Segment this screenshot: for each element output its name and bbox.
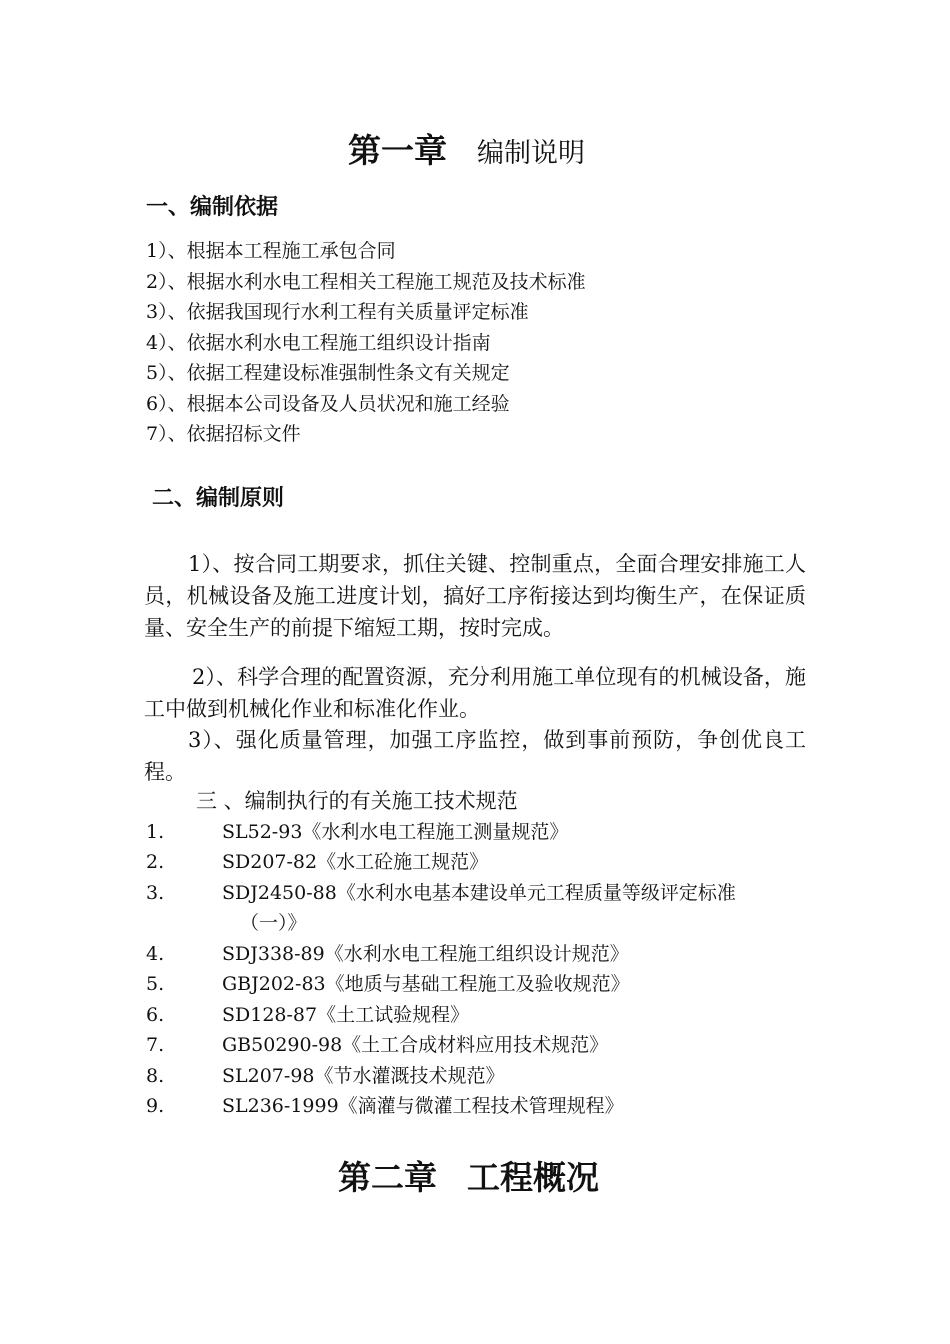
standard-number: 3. (146, 882, 165, 904)
basis-item: 4）、依据水利水电工程施工组织设计指南 (146, 332, 491, 354)
principle-paragraph: 3）、强化质量管理，加强工序监控，做到事前预防，争创优良工程。 (144, 728, 806, 784)
basis-item: 3）、依据我国现行水利工程有关质量评定标准 (146, 301, 529, 323)
standard-number: 6. (146, 1004, 165, 1026)
standard-number: 2. (146, 851, 165, 873)
chapter-2-subtitle: 工程概况 (467, 1158, 599, 1197)
basis-item: 1）、根据本工程施工承包合同 (146, 240, 396, 262)
chapter-1-title (348, 131, 585, 174)
standard-text: SDJ2450-88《水利水电基本建设单元工程质量等级评定标准 (222, 882, 736, 904)
section-2-heading: 二、编制原则 (152, 486, 285, 511)
chapter-1-subtitle: 编制说明 (477, 138, 585, 169)
standard-text: SD128-87《土工试验规程》 (222, 1004, 470, 1026)
basis-item: 7）、依据招标文件 (146, 423, 301, 445)
standard-text: SL52-93《水利水电工程施工测量规范》 (222, 821, 569, 843)
standard-number: 9. (146, 1095, 165, 1117)
standard-text-continuation: （一）》 (240, 912, 307, 934)
principle-paragraph: 1）、按合同工期要求，抓住关键、控制重点，全面合理安排施工人员，机械设备及施工进度计划，搞好工序衔接达到均衡生产，在保证质量、安全生产的前提下缩短工期，按时完成。 (144, 552, 806, 640)
chapter-1-number: 第一章 (348, 131, 447, 170)
section-1-heading: 一、编制依据 (146, 195, 279, 220)
standard-number: 7. (146, 1034, 165, 1056)
basis-item: 5）、依据工程建设标准强制性条文有关规定 (146, 362, 510, 384)
chapter-2-number: 第二章 (338, 1158, 437, 1197)
standard-text: GB50290-98《土工合成材料应用技术规范》 (222, 1034, 609, 1056)
standard-number: 5. (146, 973, 165, 995)
chapter-2-title (338, 1158, 599, 1198)
basis-item: 6）、根据本公司设备及人员状况和施工经验 (146, 393, 510, 415)
standard-text: SD207-82《水工砼施工规范》 (222, 851, 489, 873)
principle-paragraph: 2）、科学合理的配置资源，充分利用施工单位现有的机械设备，施工中做到机械化作业和标准化作业。 (144, 665, 806, 721)
standard-number: 1. (146, 821, 165, 843)
standard-number: 4. (146, 943, 165, 965)
standard-text: SL207-98《节水灌溉技术规范》 (222, 1065, 505, 1087)
standard-text: SDJ338-89《水利水电工程施工组织设计规范》 (222, 943, 629, 965)
standard-text: GBJ202-83《地质与基础工程施工及验收规范》 (222, 973, 630, 995)
section-3-heading: 三 、编制执行的有关施工技术规范 (196, 789, 518, 813)
standard-number: 8. (146, 1065, 165, 1087)
basis-item: 2）、根据水利水电工程相关工程施工规范及技术标准 (146, 271, 586, 293)
standard-text: SL236-1999《滴灌与微灌工程技术管理规程》 (222, 1095, 624, 1117)
